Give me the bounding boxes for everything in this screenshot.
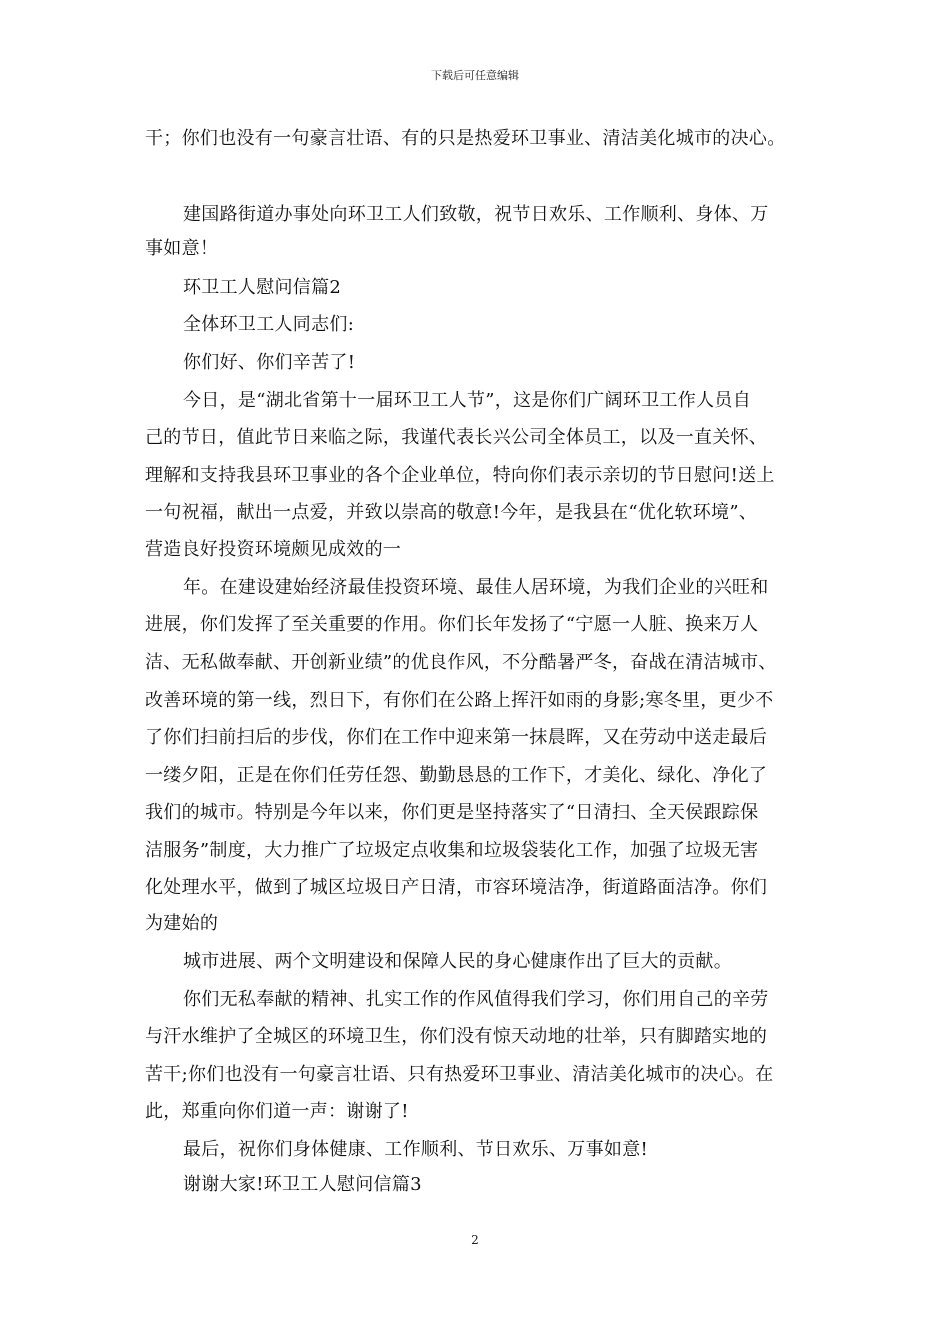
salutation: 全体环卫工人同志们: (183, 314, 355, 335)
paragraph-line: 事如意！ (145, 238, 219, 259)
paragraph-line: 一句祝福，献出一点爱，并致以崇高的敬意!今年，是我县在“优化软环境”、 (145, 502, 758, 523)
paragraph-line: 苦干;你们也没有一句豪言壮语、只有热爱环卫事业、清洁美化城市的决心。在 (145, 1064, 774, 1085)
paragraph-line: 理解和支持我县环卫事业的各个企业单位，特向你们表示亲切的节日慰问!送上 (145, 465, 775, 486)
paragraph-line: 己的节日，值此节日来临之际，我谨代表长兴公司全体员工，以及一直关怀、 (145, 427, 768, 448)
page-number: 2 (471, 1233, 479, 1247)
paragraph-line: 你们无私奉献的精神、扎实工作的作风值得我们学习，你们用自己的辛劳 (183, 989, 769, 1010)
paragraph-line: 进展，你们发挥了至关重要的作用。你们长年发扬了“宁愿一人脏、换来万人 (145, 614, 759, 635)
closing-wish: 最后，祝你们身体健康、工作顺利、节日欢乐、万事如意! (183, 1139, 649, 1160)
section-heading: 环卫工人慰问信篇2 (183, 277, 342, 298)
paragraph-line: 建国路街道办事处向环卫工人们致敬，祝节日欢乐、工作顺利、身体、万 (183, 204, 769, 225)
paragraph-line: 年。在建设建始经济最佳投资环境、最佳人居环境，为我们企业的兴旺和 (183, 577, 769, 598)
paragraph-line: 一缕夕阳，正是在你们任劳任怨、勤勤恳恳的工作下，才美化、绿化、净化了 (145, 765, 768, 786)
paragraph-line: 城市进展、两个文明建设和保障人民的身心健康作出了巨大的贡献。 (183, 951, 732, 972)
paragraph-line: 为建始的 (145, 913, 219, 934)
paragraph-line: 洁、无私做奉献、开创新业绩”的优良作风，不分酷暑严冬，奋战在清洁城市、 (145, 652, 777, 673)
paragraph-line: 了你们扫前扫后的步伐，你们在工作中迎来第一抹晨晖，又在劳动中送走最后 (145, 727, 768, 748)
paragraph-line: 洁服务”制度，大力推广了垃圾定点收集和垃圾袋装化工作，加强了垃圾无害 (145, 840, 759, 861)
paragraph-line: 与汗水维护了全城区的环境卫生，你们没有惊天动地的壮举，只有脚踏实地的 (145, 1026, 768, 1047)
paragraph-line: 今日，是“湖北省第十一届环卫工人节”，这是你们广阔环卫工作人员自 (183, 390, 752, 411)
paragraph-line: 我们的城市。特别是今年以来，你们更是坚持落实了“日清扫、全天侯跟踪保 (145, 802, 759, 823)
paragraph-line: 化处理水平，做到了城区垃圾日产日清，市容环境洁净，街道路面洁净。你们 (145, 877, 768, 898)
paragraph-line: 营造良好投资环境颇见成效的一 (145, 539, 402, 560)
paragraph-line: 此，郑重向你们道一声：谢谢了! (145, 1101, 409, 1122)
closing-thanks: 谢谢大家!环卫工人慰问信篇3 (183, 1174, 422, 1195)
paragraph-line: 改善环境的第一线，烈日下，有你们在公路上挥汗如雨的身影;寒冬里，更少不 (145, 690, 774, 711)
page-header-note: 下载后可任意编辑 (431, 69, 519, 82)
paragraph-line: 干；你们也没有一句豪言壮语、有的只是热爱环卫事业、清洁美化城市的决心。 (145, 128, 786, 149)
greeting: 你们好、你们辛苦了! (183, 352, 356, 373)
